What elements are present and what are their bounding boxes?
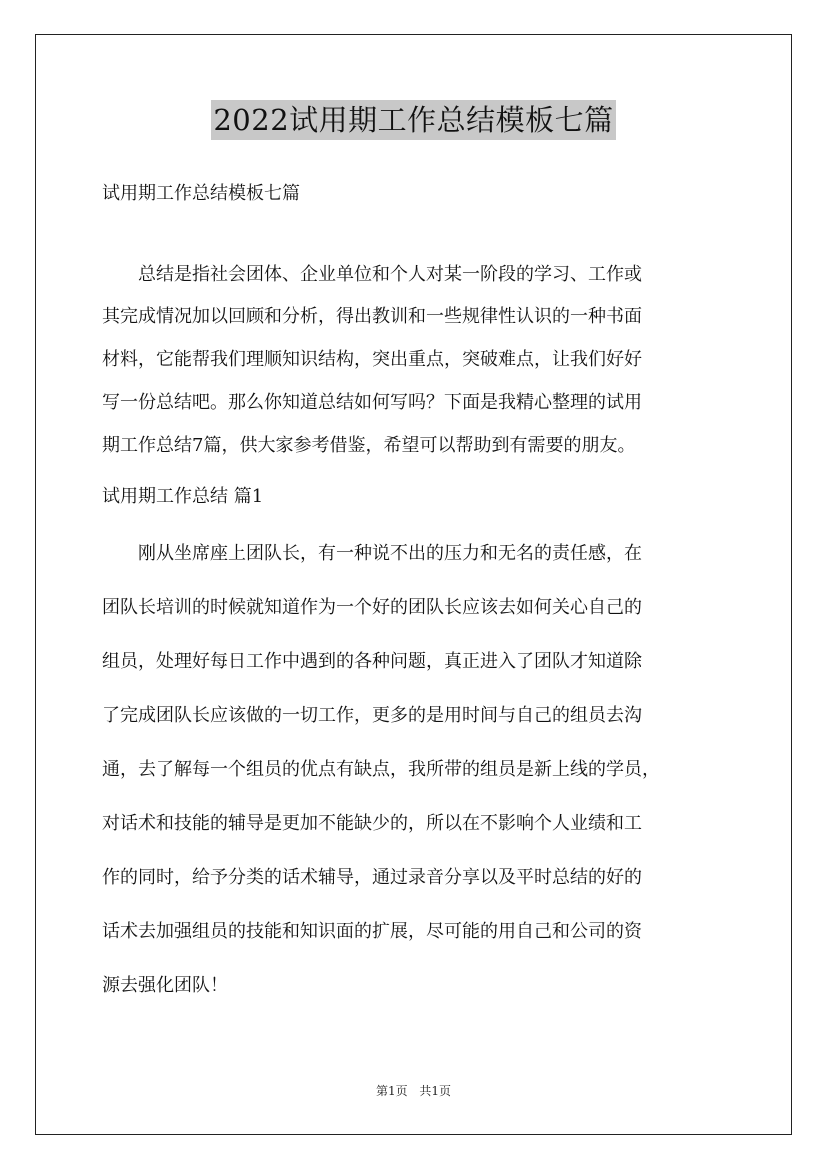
page-footer xyxy=(0,1082,827,1099)
intro-line: 总结是指社会团体、企业单位和个人对某一阶段的学习、工作或 xyxy=(102,264,642,285)
title-container xyxy=(0,100,827,140)
section-line: 通，去了解每一个组员的优点有缺点，我所带的组员是新上线的学员， xyxy=(102,759,660,780)
section-heading: 试用期工作总结 篇1 xyxy=(102,486,264,507)
section-line: 了完成团队长应该做的一切工作，更多的是用时间与自己的组员去沟 xyxy=(102,705,642,726)
document-title: 2022试用期工作总结模板七篇 xyxy=(211,100,615,140)
section-line: 对话术和技能的辅导是更加不能缺少的，所以在不影响个人业绩和工 xyxy=(102,813,642,834)
section-paragraph xyxy=(102,527,742,1013)
section-line: 作的同时，给予分类的话术辅导，通过录音分享以及平时总结的好的 xyxy=(102,867,642,888)
section-line: 组员，处理好每日工作中遇到的各种问题，真正进入了团队才知道除 xyxy=(102,651,642,672)
intro-line: 材料，它能帮我们理顺知识结构，突出重点，突破难点，让我们好好 xyxy=(102,349,642,370)
document-body xyxy=(102,176,742,1013)
intro-paragraph xyxy=(102,212,742,467)
page-number: 第1页 xyxy=(375,1084,408,1098)
intro-line: 写一份总结吧。那么你知道总结如何写吗？下面是我精心整理的试用 xyxy=(102,392,642,413)
document-subtitle: 试用期工作总结模板七篇 xyxy=(102,183,300,204)
section-line: 刚从坐席座上团队长，有一种说不出的压力和无名的责任感，在 xyxy=(102,543,642,564)
section-line: 话术去加强组员的技能和知识面的扩展，尽可能的用自己和公司的资 xyxy=(102,921,642,942)
section-line: 团队长培训的时候就知道作为一个好的团队长应该去如何关心自己的 xyxy=(102,597,642,618)
page-total: 共1页 xyxy=(419,1084,452,1098)
section-line: 源去强化团队！ xyxy=(102,975,228,996)
intro-line: 期工作总结7篇，供大家参考借鉴，希望可以帮助到有需要的朋友。 xyxy=(102,435,636,456)
intro-line: 其完成情况加以回顾和分析，得出教训和一些规律性认识的一种书面 xyxy=(102,306,642,327)
